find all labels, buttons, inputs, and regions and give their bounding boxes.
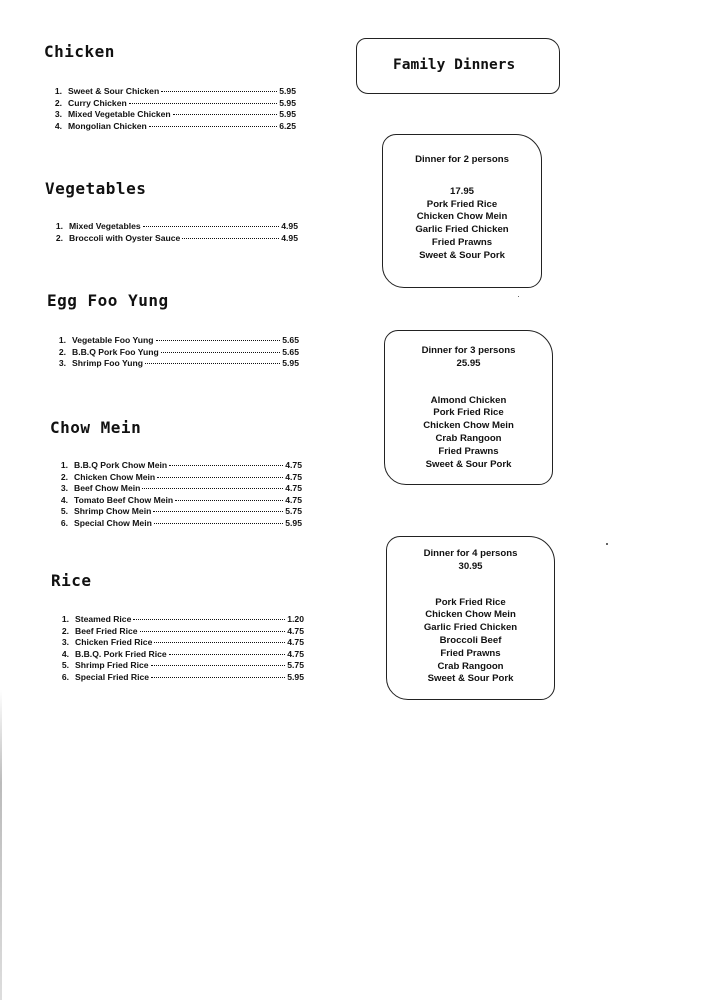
item-price: 4.95 — [281, 232, 298, 243]
dot-leader — [151, 677, 285, 678]
item-price: 1.20 — [287, 614, 304, 624]
menu-item — [48, 335, 299, 347]
item-list-chicken — [44, 86, 296, 132]
dinner-title: Dinner for 2 persons — [415, 154, 509, 165]
dinner-price: 25.95 — [456, 357, 481, 369]
item-price: 4.75 — [285, 471, 302, 482]
dot-leader — [129, 103, 278, 104]
item-price: 5.95 — [285, 517, 302, 528]
item-name: Chicken Chow Mein — [74, 471, 156, 482]
item-number: 5. — [60, 506, 68, 516]
dot-leader — [142, 488, 283, 489]
menu-item — [50, 483, 302, 495]
menu-item — [51, 637, 304, 649]
section-title-rice: Rice — [51, 571, 92, 590]
item-price: 5.65 — [282, 335, 299, 345]
dot-leader — [156, 340, 281, 341]
dot-leader — [173, 114, 278, 115]
item-name: Sweet & Sour Chicken — [68, 86, 160, 96]
item-name: Mixed Vegetable Chicken — [68, 109, 171, 119]
menu-item — [44, 109, 296, 121]
item-name: Vegetable Foo Yung — [72, 335, 154, 345]
item-name: Beef Fried Rice — [75, 625, 138, 636]
item-price: 4.75 — [287, 625, 304, 636]
dot-leader — [145, 363, 280, 364]
menu-item — [48, 347, 299, 359]
item-name: Shrimp Chow Mein — [74, 506, 152, 516]
item-name: Tomato Beef Chow Mein — [74, 494, 174, 505]
item-number: 1. — [55, 221, 63, 231]
item-price: 5.95 — [279, 97, 296, 108]
item-name: Steamed Rice — [75, 614, 132, 624]
dinner-dish: Garlic Fried Chicken — [423, 622, 518, 634]
dinner-dish: Pork Fried Rice — [435, 596, 506, 608]
item-number: 4. — [60, 494, 68, 505]
item-price: 5.95 — [279, 109, 296, 119]
item-price: 5.95 — [279, 86, 296, 96]
menu-item — [51, 660, 304, 672]
dinner-dish: Pork Fried Rice — [433, 407, 504, 419]
scan-speck — [606, 543, 608, 545]
dot-leader — [175, 500, 283, 501]
scan-speck — [518, 296, 519, 297]
item-number: 5. — [61, 660, 69, 670]
dinner-dish: Almond Chicken — [430, 394, 507, 406]
dinner-dish: Chicken Chow Mein — [425, 609, 516, 621]
menu-item — [45, 221, 298, 233]
menu-item — [51, 672, 304, 684]
item-list-egg-foo-yung — [48, 335, 299, 370]
item-number: 3. — [54, 109, 62, 119]
item-number: 1. — [60, 460, 68, 470]
dot-leader — [157, 477, 283, 478]
dinner-dish: Crab Rangoon — [437, 660, 504, 672]
item-number: 2. — [60, 471, 68, 482]
dinner-price: 30.95 — [458, 560, 483, 572]
menu-item — [50, 518, 302, 530]
dot-leader — [154, 642, 285, 643]
dinner-box-4-persons — [386, 536, 555, 700]
dinner-price: 17.95 — [449, 185, 474, 197]
dinner-dish: Sweet & Sour Pork — [427, 673, 514, 685]
item-number: 2. — [54, 97, 62, 108]
dot-leader — [169, 465, 283, 466]
family-dinners-header-box — [356, 38, 560, 94]
item-number: 3. — [61, 637, 69, 647]
dot-leader — [182, 238, 279, 239]
item-number: 6. — [60, 517, 68, 528]
item-price: 5.95 — [282, 358, 299, 368]
menu-item — [44, 121, 296, 133]
item-name: Shrimp Foo Yung — [72, 358, 143, 368]
dinner-title: Dinner for 3 persons — [421, 345, 516, 356]
menu-item — [50, 495, 302, 507]
family-dinners-title: Family Dinners — [393, 57, 516, 73]
item-number: 1. — [54, 86, 62, 96]
item-name: Special Chow Mein — [74, 517, 152, 528]
item-number: 4. — [54, 120, 62, 131]
dinner-dish: Sweet & Sour Pork — [425, 458, 512, 470]
item-price: 5.75 — [287, 660, 304, 670]
item-number: 3. — [58, 358, 66, 368]
dot-leader — [140, 631, 286, 632]
dot-leader — [161, 352, 281, 353]
item-price: 4.75 — [287, 637, 304, 647]
item-name: Mixed Vegetables — [69, 221, 141, 231]
menu-item — [51, 614, 304, 626]
menu-item — [44, 86, 296, 98]
menu-item — [50, 472, 302, 484]
item-name: Curry Chicken — [68, 97, 127, 108]
section-title-chow-mein: Chow Mein — [50, 418, 142, 437]
item-name: Broccoli with Oyster Sauce — [69, 232, 181, 243]
section-title-chicken: Chicken — [44, 42, 115, 61]
item-number: 2. — [55, 232, 63, 243]
item-price: 4.75 — [285, 460, 302, 470]
item-number: 4. — [61, 648, 69, 659]
dinner-title: Dinner for 4 persons — [423, 548, 518, 559]
dinner-box-2-persons — [382, 134, 542, 288]
dot-leader — [153, 511, 283, 512]
section-title-vegetables: Vegetables — [45, 179, 147, 198]
dot-leader — [154, 523, 283, 524]
item-price: 4.75 — [285, 483, 302, 493]
dot-leader — [169, 654, 286, 655]
menu-item — [51, 626, 304, 638]
scan-edge-shadow — [0, 690, 2, 1000]
item-name: Shrimp Fried Rice — [75, 660, 149, 670]
dinner-box-3-persons — [384, 330, 553, 485]
item-name: B.B.Q Pork Foo Yung — [72, 346, 159, 357]
item-name: Special Fried Rice — [75, 671, 150, 682]
item-price: 4.95 — [281, 221, 298, 231]
dinner-dish: Sweet & Sour Pork — [419, 249, 505, 261]
menu-item — [51, 649, 304, 661]
item-price: 5.75 — [285, 506, 302, 516]
item-name: Chicken Fried Rice — [75, 637, 153, 647]
item-number: 3. — [60, 483, 68, 493]
item-list-vegetables — [45, 221, 298, 244]
dot-leader — [161, 91, 277, 92]
dinner-dish: Fried Prawns — [438, 445, 499, 457]
item-price: 5.95 — [287, 671, 304, 682]
item-number: 1. — [61, 614, 69, 624]
menu-item — [44, 98, 296, 110]
dinner-dish: Garlic Fried Chicken — [415, 224, 509, 236]
item-number: 1. — [58, 335, 66, 345]
item-price: 6.25 — [279, 120, 296, 131]
menu-item — [45, 233, 298, 245]
dinner-dish: Pork Fried Rice — [426, 198, 498, 210]
dinner-dish: Fried Prawns — [431, 236, 493, 248]
item-price: 5.65 — [282, 346, 299, 357]
item-name: Beef Chow Mein — [74, 483, 141, 493]
dot-leader — [151, 665, 286, 666]
item-name: B.B.Q Pork Chow Mein — [74, 460, 168, 470]
item-number: 2. — [58, 346, 66, 357]
dinner-dish: Broccoli Beef — [439, 634, 502, 646]
item-list-chow-mein — [50, 460, 302, 529]
item-number: 6. — [61, 671, 69, 682]
dinner-dish: Crab Rangoon — [435, 432, 502, 444]
item-list-rice — [51, 614, 304, 683]
menu-item — [50, 460, 302, 472]
dinner-dish: Chicken Chow Mein — [416, 211, 508, 223]
dot-leader — [143, 226, 280, 227]
item-name: Mongolian Chicken — [68, 120, 147, 131]
dot-leader — [149, 126, 277, 127]
section-title-egg-foo-yung: Egg Foo Yung — [47, 291, 169, 310]
menu-item — [50, 506, 302, 518]
item-number: 2. — [61, 625, 69, 636]
dinner-dish: Fried Prawns — [440, 647, 501, 659]
menu-item — [48, 358, 299, 370]
dinner-dish: Chicken Chow Mein — [423, 420, 514, 432]
item-name: B.B.Q. Pork Fried Rice — [75, 648, 167, 659]
item-price: 4.75 — [285, 494, 302, 505]
dot-leader — [133, 619, 285, 620]
item-price: 4.75 — [287, 648, 304, 659]
